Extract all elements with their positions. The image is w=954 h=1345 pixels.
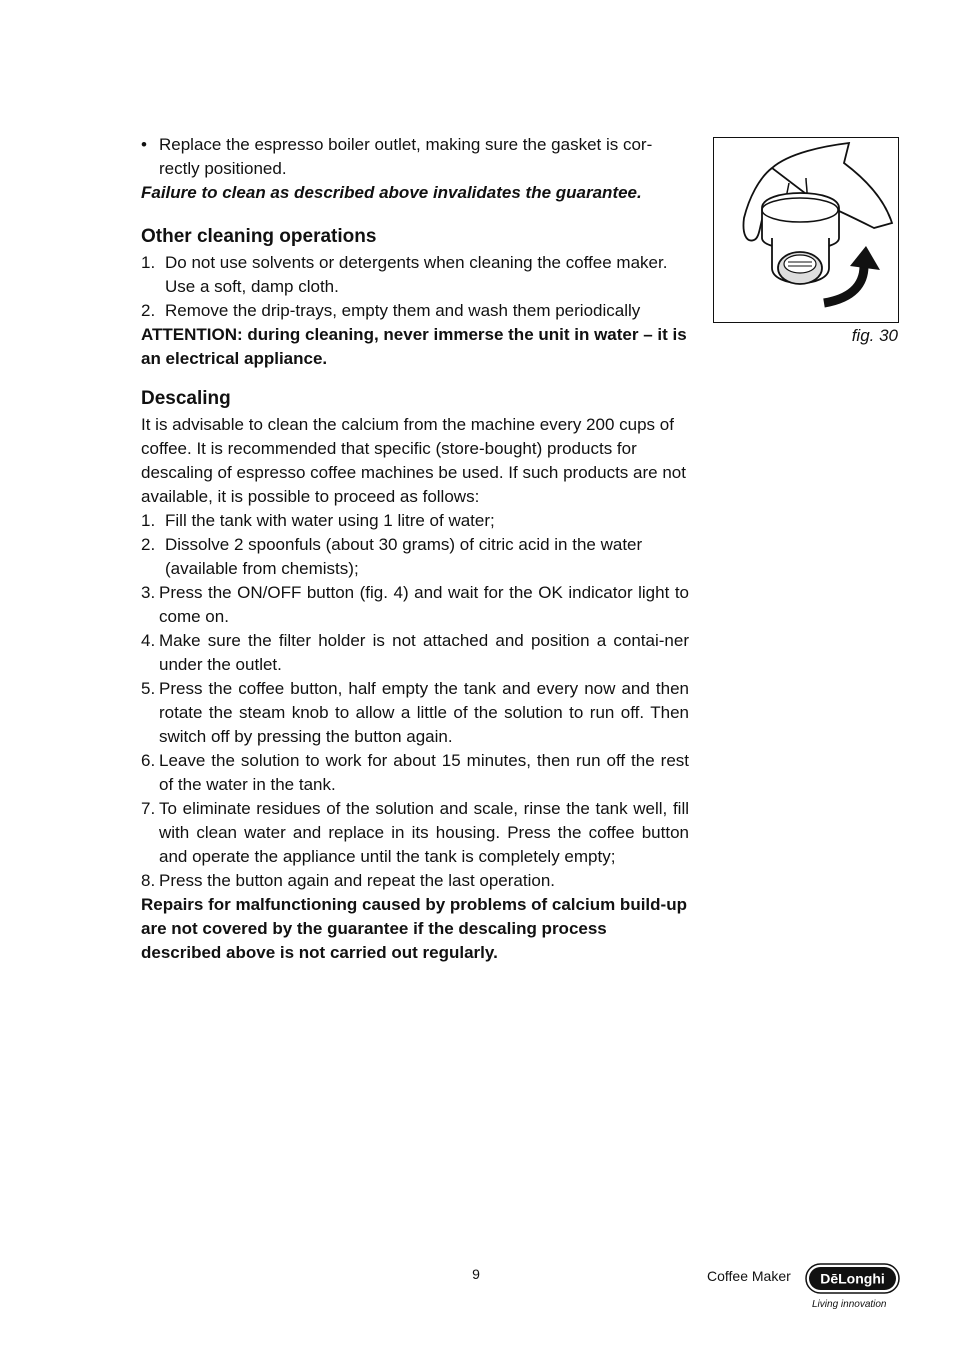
list-item: 3. Press the ON/OFF button (fig. 4) and wait for the OK indicator light to come on. (141, 583, 689, 626)
page-number: 9 (472, 1266, 480, 1282)
descaling-warning: Repairs for malfunctioning caused by problems of calcium build-up are not covered by the guarantee if the descaling process described above is not carried out regularly. (141, 895, 687, 962)
section-heading-descaling: Descaling (141, 388, 231, 409)
bullet-item (141, 133, 689, 181)
hand-unscrewing-outlet-icon (714, 138, 897, 321)
list-item: 5. Press the coffee button, half empty the tank and every now and then rotate the steam knob to allow a little of the solution to run off. Then switch off by pressing the button again. (141, 679, 689, 746)
attention-note: ATTENTION: during cleaning, never immerse the unit in water – it is an electrical appliance. (141, 325, 687, 368)
other-list (141, 251, 689, 323)
brand-logo (805, 1263, 900, 1294)
descaling-intro: It is advisable to clean the calcium from the machine every 200 cups of coffee. It is recommended that specific (store-bought) products for descaling of espresso coffee machines be used. If such products are not available, it is possible to proceed as follows: (141, 415, 686, 506)
list-item: 2. Remove the drip-trays, empty them and wash them periodically (141, 301, 641, 320)
list-item: 4. Make sure the filter holder is not attached and position a contai-ner under the outlet. (141, 631, 689, 674)
text-column (141, 133, 689, 965)
delonghi-logo-icon (805, 1263, 900, 1294)
figure-illustration (713, 137, 899, 323)
list-item: 8. Press the button again and repeat the last operation. (141, 871, 555, 890)
figure-caption: fig. 30 (851, 326, 898, 345)
bullet-text: Replace the espresso boiler outlet, making sure the gasket is cor-rectly positioned. (159, 135, 653, 178)
list-item: 6. Leave the solution to work for about 15 minutes, then run off the rest of the water in the tank. (141, 751, 689, 794)
section-heading-other: Other cleaning operations (141, 226, 377, 247)
list-item: 2. Dissolve 2 spoonfuls (about 30 grams) of citric acid in the water (available from chemists); (141, 535, 643, 578)
list-item: 1. Fill the tank with water using 1 litre of water; (141, 511, 495, 530)
product-label: Coffee Maker (707, 1268, 791, 1284)
svg-text:DēLonghi: DēLonghi (820, 1270, 885, 1287)
brand-tagline: Living innovation (812, 1299, 887, 1310)
guarantee-warning: Failure to clean as described above invalidates the guarantee. (141, 183, 642, 202)
list-item: 7. To eliminate residues of the solution and scale, rinse the tank well, fill with clean water and replace in its housing. Press the coffee button and operate the appliance until the tank is completely empty; (141, 799, 689, 866)
list-item: 1. Do not use solvents or detergents when cleaning the coffee maker. Use a soft, damp cloth. (141, 253, 668, 296)
bullet-dot: • (141, 135, 147, 154)
descaling-list (141, 509, 689, 893)
